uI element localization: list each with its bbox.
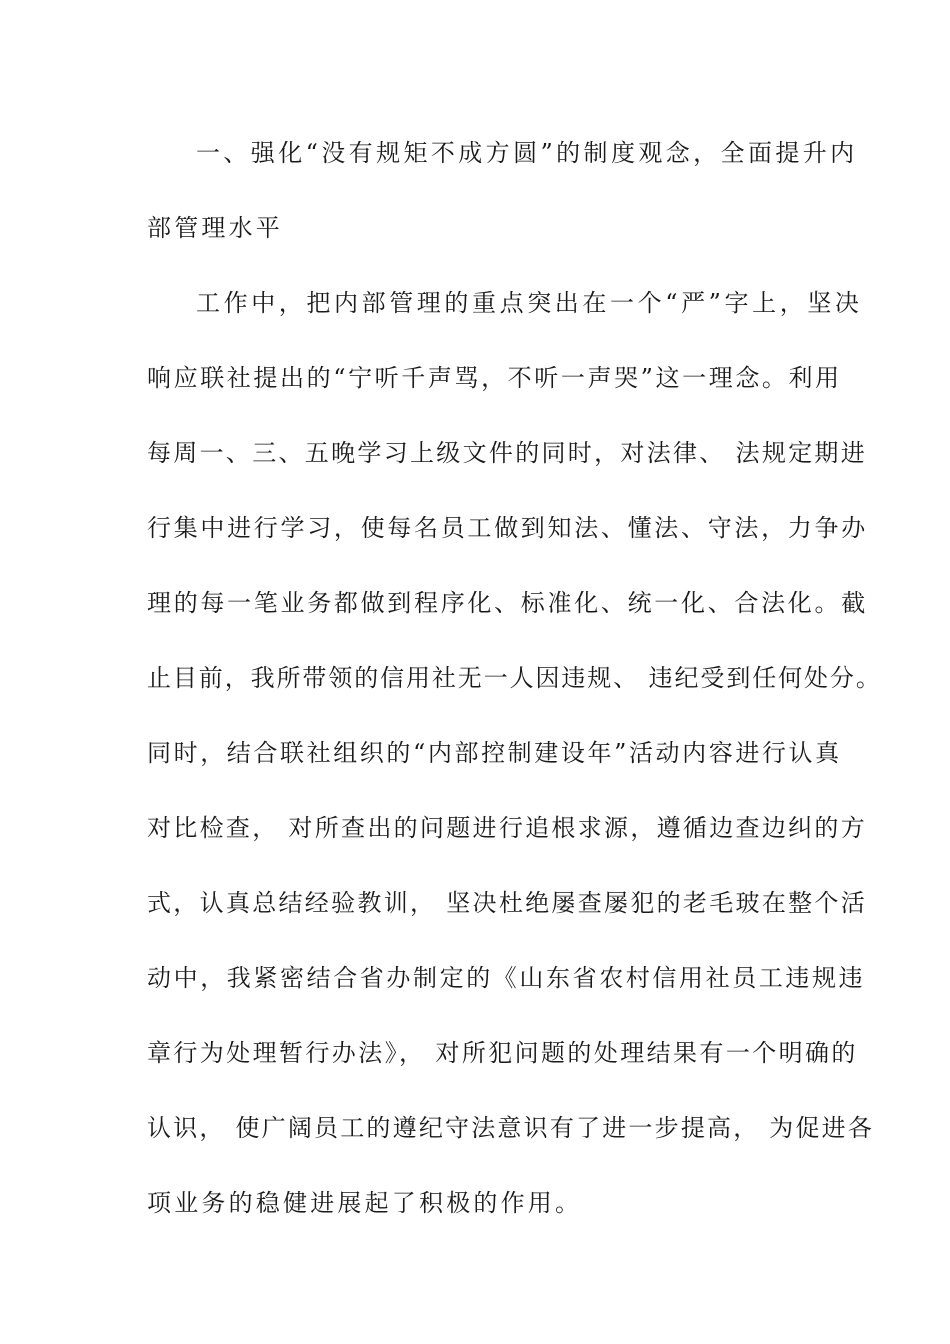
section-heading-line-1: 一、强化“没有规矩不成方圆”的制度观念，全面提升内 — [196, 139, 858, 167]
paragraph-line-9: 式，认真总结经验教训， 坚决杜绝屡查屡犯的老毛玻在整个活 — [147, 889, 868, 917]
paragraph-line-1: 工作中，把内部管理的重点突出在一个“严”字上，坚决 — [196, 289, 863, 317]
paragraph-line-6: 止目前，我所带领的信用社无一人因违规、 违纪受到任何处分。 — [147, 664, 882, 692]
paragraph-line-4: 行集中进行学习，使每名员工做到知法、懂法、守法，力争办 — [147, 514, 868, 542]
paragraph-line-2: 响应联社提出的“宁听千声骂，不听一声哭”这一理念。利用 — [147, 364, 842, 392]
paragraph-line-12: 认识， 使广阔员工的遵纪守法意识有了进一步提高， 为促进各 — [147, 1114, 875, 1142]
paragraph-line-10: 动中，我紧密结合省办制定的《山东省农村信用社员工违规违 — [147, 964, 866, 992]
paragraph-line-5: 理的每一笔业务都做到程序化、标准化、统一化、合法化。截 — [147, 589, 868, 617]
paragraph-line-8: 对比检查， 对所查出的问题进行追根求源，遵循边查边纠的方 — [147, 814, 868, 842]
paragraph-line-7: 同时，结合联社组织的“内部控制建设年”活动内容进行认真 — [147, 739, 842, 767]
paragraph-line-11: 章行为处理暂行办法》， 对所犯问题的处理结果有一个明确的 — [147, 1039, 858, 1067]
paragraph-line-3: 每周一、三、五晚学习上级文件的同时，对法律、 法规定期进 — [147, 439, 868, 467]
paragraph-line-13: 项业务的稳健进展起了积极的作用。 — [147, 1189, 583, 1217]
section-heading-line-2: 部管理水平 — [147, 214, 283, 242]
